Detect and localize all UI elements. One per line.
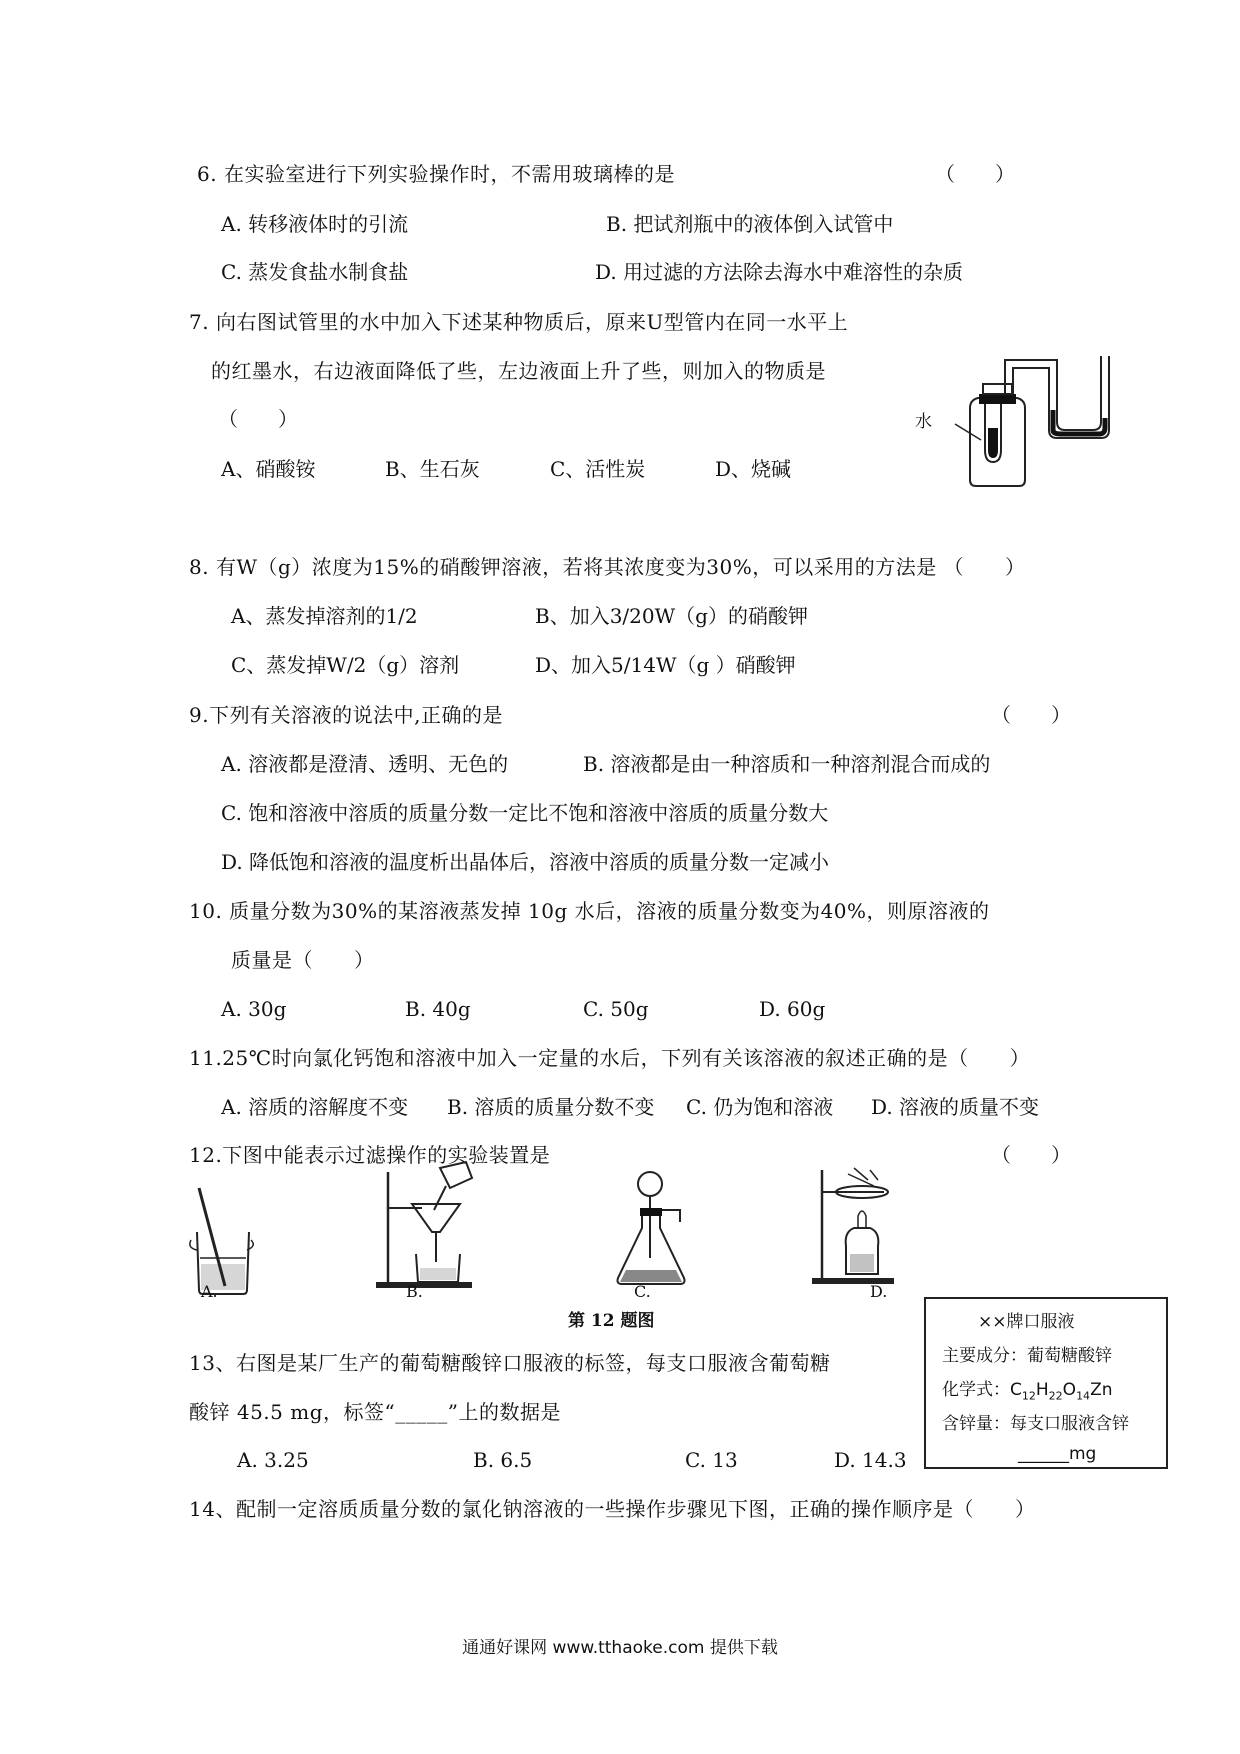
q11-option-d: D. 溶液的质量不变 [871, 1095, 1040, 1119]
q7-option-c: C、活性炭 [550, 457, 646, 481]
q12-figure-d-evaporation [808, 1162, 908, 1302]
q9-bracket: （ ） [991, 703, 1071, 727]
q6-option-b: B. 把试剂瓶中的液体倒入试管中 [606, 212, 894, 236]
q10-stem-line2: 质量是（ ） [231, 948, 375, 972]
label-blank: ______mg [1018, 1444, 1097, 1464]
q13-option-d: D. 14.3 [834, 1448, 907, 1472]
q10-option-a: A. 30g [221, 997, 287, 1021]
label-title: ××牌口服液 [978, 1312, 1075, 1332]
q7-water-label: 水 [915, 412, 932, 432]
q7-stem-line2: 的红墨水，右边液面降低了些，左边液面上升了些，则加入的物质是 [211, 359, 826, 383]
q13-stem-line1: 13、右图是某厂生产的葡萄糖酸锌口服液的标签，每支口服液含葡萄糖 [189, 1351, 831, 1375]
q12-bracket: （ ） [991, 1143, 1071, 1167]
oral-liquid-label [924, 1297, 1168, 1469]
q6-option-d: D. 用过滤的方法除去海水中难溶性的杂质 [595, 260, 964, 284]
q8-option-a: A、蒸发掉溶剂的1/2 [231, 604, 418, 628]
q10-option-b: B. 40g [405, 997, 471, 1021]
page-footer: 通通好课网 www.tthaoke.com 提供下载 [462, 1638, 778, 1658]
q10-option-d: D. 60g [759, 997, 826, 1021]
q9-option-b: B. 溶液都是由一种溶质和一种溶剂混合而成的 [583, 752, 991, 776]
q12-label-a: A. [201, 1282, 218, 1301]
q12-figure-a-stirring [185, 1182, 265, 1302]
q12-figure-c-gas-generator [610, 1166, 720, 1302]
q9-stem: 9.下列有关溶液的说法中,正确的是 [189, 703, 503, 727]
q12-label-c: C. [634, 1282, 651, 1301]
q11-option-a: A. 溶质的溶解度不变 [221, 1095, 409, 1119]
q9-option-a: A. 溶液都是澄清、透明、无色的 [221, 752, 509, 776]
label-zinc-content: 含锌量：每支口服液含锌 [942, 1414, 1129, 1434]
q8-option-d: D、加入5/14W（g ）硝酸钾 [535, 653, 796, 677]
q6-option-a: A. 转移液体时的引流 [221, 212, 409, 236]
label-formula: 化学式：$C_{12}H_{22}O_{14}Zn$ [942, 1380, 1113, 1403]
q6-bracket: （ ） [935, 162, 1015, 186]
q6-stem: 6. 在实验室进行下列实验操作时，不需用玻璃棒的是 [197, 162, 675, 186]
q13-option-a: A. 3.25 [237, 1448, 309, 1472]
q7-bracket: （ ） [218, 407, 298, 431]
q10-stem-line1: 10. 质量分数为30%的某溶液蒸发掉 10g 水后，溶液的质量分数变为40%，则原溶液的 [189, 899, 990, 923]
q11-option-b: B. 溶质的质量分数不变 [447, 1095, 655, 1119]
q9-option-c: C. 饱和溶液中溶质的质量分数一定比不饱和溶液中溶质的质量分数大 [221, 801, 829, 825]
q13-option-c: C. 13 [685, 1448, 738, 1472]
q12-label-d: D. [870, 1282, 888, 1301]
q13-option-b: B. 6.5 [473, 1448, 533, 1472]
q8-option-c: C、蒸发掉W/2（g）溶剂 [231, 653, 460, 677]
q12-stem: 12.下图中能表示过滤操作的实验装置是 [189, 1143, 551, 1167]
q8-stem: 8. 有W（g）浓度为15%的硝酸钾溶液，若将其浓度变为30%，可以采用的方法是 （ ） [189, 555, 1026, 579]
q14-stem: 14、配制一定溶质质量分数的氯化钠溶液的一些操作步骤见下图，正确的操作顺序是（ ） [189, 1497, 1036, 1521]
q11-option-c: C. 仍为饱和溶液 [686, 1095, 834, 1119]
label-ingredient: 主要成分：葡萄糖酸锌 [942, 1346, 1112, 1366]
q12-label-b: B. [406, 1282, 423, 1301]
q7-option-d: D、烧碱 [715, 457, 792, 481]
q7-option-a: A、硝酸铵 [221, 457, 316, 481]
q13-stem-line2: 酸锌 45.5 mg，标签“_____”上的数据是 [189, 1400, 561, 1424]
q10-option-c: C. 50g [583, 997, 649, 1021]
q12-figure-caption: 第 12 题图 [568, 1311, 655, 1331]
q8-option-b: B、加入3/20W（g）的硝酸钾 [535, 604, 808, 628]
q7-option-b: B、生石灰 [385, 457, 480, 481]
q12-figure-b-filtration [370, 1158, 480, 1302]
q9-option-d: D. 降低饱和溶液的温度析出晶体后，溶液中溶质的质量分数一定减小 [221, 850, 830, 874]
q7-apparatus-figure [915, 350, 1115, 490]
q7-stem-line1: 7. 向右图试管里的水中加入下述某种物质后，原来U型管内在同一水平上 [189, 310, 849, 334]
q6-option-c: C. 蒸发食盐水制食盐 [221, 260, 409, 284]
q11-stem: 11.25℃时向氯化钙饱和溶液中加入一定量的水后，下列有关该溶液的叙述正确的是（ ） [189, 1046, 1031, 1070]
